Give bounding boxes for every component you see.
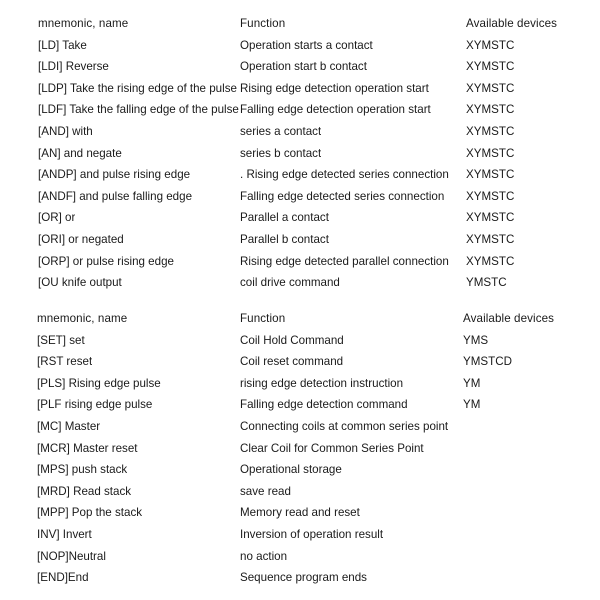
mnemonic-cell: [LDF] Take the falling edge of the pulse — [38, 103, 239, 117]
mnemonic-cell: [PLF rising edge pulse — [37, 398, 153, 412]
mnemonic-cell: [ORP] or pulse rising edge — [38, 254, 174, 268]
function-cell: series a contact — [240, 124, 322, 138]
header-function: Function — [240, 17, 286, 30]
table-row — [0, 459, 600, 481]
devices-cell: YM — [463, 398, 481, 412]
table-row — [0, 373, 600, 395]
function-cell: Operational storage — [240, 463, 342, 477]
devices-cell: XYMSTC — [466, 254, 515, 268]
devices-cell: XYMSTC — [466, 189, 515, 203]
table-row — [0, 164, 600, 186]
table-row — [0, 251, 600, 273]
function-cell: no action — [240, 549, 288, 563]
table-row — [0, 567, 600, 589]
function-cell: Inversion of operation result — [240, 527, 384, 541]
table-row — [0, 481, 600, 503]
table-row — [0, 207, 600, 229]
mnemonic-cell: INV] Invert — [37, 527, 92, 541]
mnemonic-cell: [SET] set — [37, 333, 85, 347]
mnemonic-cell: [ORI] or negated — [38, 232, 124, 246]
devices-cell: YM — [463, 376, 481, 390]
header-devices: Available devices — [466, 17, 558, 30]
function-cell: Parallel b contact — [240, 232, 329, 246]
function-cell: Coil Hold Command — [240, 333, 344, 347]
table-row — [0, 143, 600, 165]
function-cell: . Rising edge detected series connection — [240, 168, 449, 182]
table-row — [0, 35, 600, 57]
devices-cell: XYMSTC — [466, 211, 515, 225]
devices-cell: XYMSTC — [466, 168, 515, 182]
mnemonic-cell: [OR] or — [38, 211, 76, 225]
mnemonic-cell: [ANDF] and pulse falling edge — [38, 189, 193, 203]
table-row — [0, 546, 600, 568]
table-row — [0, 524, 600, 546]
function-cell: Operation start b contact — [240, 60, 367, 74]
mnemonic-cell: [RST reset — [37, 355, 93, 369]
table-row — [0, 186, 600, 208]
function-cell: Rising edge detection operation start — [240, 81, 429, 95]
instruction-table-1 — [0, 13, 600, 294]
mnemonic-cell: [ANDP] and pulse rising edge — [38, 168, 191, 182]
devices-cell: XYMSTC — [466, 124, 515, 138]
function-cell: Falling edge detected series connection — [240, 189, 445, 203]
mnemonic-cell: [AN] and negate — [38, 146, 122, 160]
devices-cell: XYMSTC — [466, 103, 515, 117]
mnemonic-cell: [NOP]Neutral — [37, 549, 106, 563]
mnemonic-cell: [END]End — [37, 571, 89, 585]
table-row — [0, 438, 600, 460]
function-cell: Rising edge detected parallel connection — [240, 254, 449, 268]
function-cell: Memory read and reset — [240, 506, 360, 520]
function-cell: Coil reset command — [240, 355, 344, 369]
header-function: Function — [240, 312, 286, 325]
mnemonic-cell: [AND] with — [38, 124, 93, 138]
mnemonic-cell: [MPS] push stack — [37, 463, 128, 477]
function-cell: Operation starts a contact — [240, 38, 373, 52]
function-cell: rising edge detection instruction — [240, 376, 404, 390]
function-cell: series b contact — [240, 146, 322, 160]
table-header — [0, 13, 600, 35]
table-row — [0, 56, 600, 78]
mnemonic-cell: [MCR] Master reset — [37, 441, 138, 455]
table-row — [0, 272, 600, 294]
instruction-table-2 — [0, 308, 600, 589]
mnemonic-cell: [LDI] Reverse — [38, 60, 109, 74]
function-cell: Falling edge detection operation start — [240, 103, 431, 117]
function-cell: coil drive command — [240, 276, 340, 290]
mnemonic-cell: [MRD] Read stack — [37, 484, 132, 498]
table-row — [0, 229, 600, 251]
devices-cell: YMS — [463, 333, 489, 347]
mnemonic-cell: [LDP] Take the rising edge of the pulse — [38, 81, 237, 95]
devices-cell: YMSTC — [466, 276, 507, 290]
function-cell: Connecting coils at common series point — [240, 419, 449, 433]
mnemonic-cell: [LD] Take — [38, 38, 87, 52]
table-header — [0, 308, 600, 330]
header-devices: Available devices — [463, 312, 555, 325]
table-row — [0, 351, 600, 373]
header-mnemonic: mnemonic, name — [38, 17, 129, 30]
mnemonic-cell: [MC] Master — [37, 419, 101, 433]
header-mnemonic: mnemonic, name — [37, 312, 128, 325]
function-cell: Parallel a contact — [240, 211, 329, 225]
table-row — [0, 394, 600, 416]
table-row — [0, 416, 600, 438]
devices-cell: XYMSTC — [466, 146, 515, 160]
table-row — [0, 78, 600, 100]
table-row — [0, 502, 600, 524]
devices-cell: XYMSTC — [466, 232, 515, 246]
devices-cell: XYMSTC — [466, 81, 515, 95]
devices-cell: XYMSTC — [466, 60, 515, 74]
table-row — [0, 99, 600, 121]
mnemonic-cell: [OU knife output — [38, 276, 122, 290]
function-cell: Clear Coil for Common Series Point — [240, 441, 424, 455]
mnemonic-cell: [MPP] Pop the stack — [37, 506, 143, 520]
devices-cell: YMSTCD — [463, 355, 512, 369]
table-row — [0, 330, 600, 352]
mnemonic-cell: [PLS] Rising edge pulse — [37, 376, 161, 390]
devices-cell: XYMSTC — [466, 38, 515, 52]
function-cell: Sequence program ends — [240, 571, 367, 585]
function-cell: Falling edge detection command — [240, 398, 408, 412]
function-cell: save read — [240, 484, 291, 498]
table-row — [0, 121, 600, 143]
